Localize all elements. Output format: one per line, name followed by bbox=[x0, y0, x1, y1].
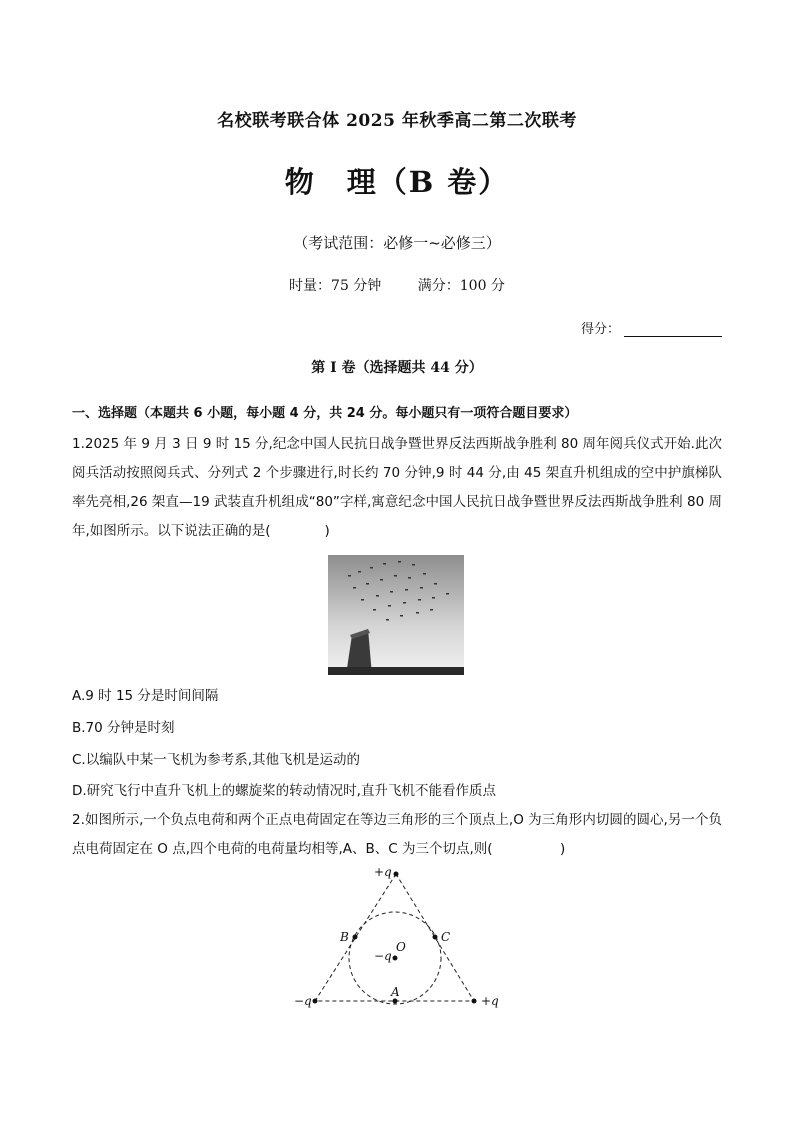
option-c: C.以编队中某一飞机为参考系,其他飞机是运动的 bbox=[72, 752, 361, 768]
label-o: O bbox=[396, 940, 406, 954]
score-blank[interactable] bbox=[624, 324, 722, 337]
exam-header: 名校联考联合体 2025 年秋季高二第二次联考 bbox=[217, 111, 577, 131]
score-label: 得分： bbox=[580, 322, 620, 337]
option-d: D.研究飞行中直升飞机上的螺旋桨的转动情况时,直升飞机不能看作质点 bbox=[72, 783, 496, 799]
option-b: B.70 分钟是时刻 bbox=[72, 720, 175, 736]
vertex-left-dot bbox=[313, 999, 318, 1004]
exam-scope: （考试范围：必修一~必修三） bbox=[293, 234, 501, 252]
full-score: 满分：100 分 bbox=[417, 278, 505, 294]
center-dot bbox=[393, 956, 398, 961]
part1-title: 第 I 卷（选择题共 44 分） bbox=[311, 360, 483, 376]
exam-title: 物 理（B 卷） bbox=[284, 165, 510, 199]
score-field bbox=[581, 318, 722, 337]
label-c: C bbox=[441, 930, 451, 944]
parade-photo bbox=[328, 555, 464, 675]
label-right-charge: +q bbox=[481, 994, 499, 1008]
tangent-b-dot bbox=[353, 935, 358, 940]
tangent-a-dot bbox=[393, 999, 398, 1004]
tangent-c-dot bbox=[433, 935, 438, 940]
label-left-charge: −q bbox=[294, 994, 312, 1008]
vertex-top-dot bbox=[394, 872, 399, 877]
section1-heading: 一、选择题（本题共 6 小题，每小题 4 分，共 24 分。每小题只有一项符合题目要求） bbox=[72, 406, 578, 421]
option-a: A.9 时 15 分是时间间隔 bbox=[72, 688, 219, 704]
question-2-text: 2.如图所示,一个负点电荷和两个正点电荷固定在等边三角形的三个顶点上,O 为三角形内切圆的圆心,另一个负点电荷固定在 O 点,四个电荷的电荷量均相等,A、B、C 为三个切点,则( ) bbox=[72, 812, 722, 857]
label-center-charge: −q bbox=[374, 949, 392, 963]
time-info bbox=[0, 275, 794, 295]
label-a: A bbox=[391, 985, 400, 999]
time-limit: 时量：75 分钟 bbox=[289, 278, 382, 294]
vertex-right-dot bbox=[472, 999, 477, 1004]
label-top-charge: +q bbox=[374, 865, 392, 879]
question-1-text: 1.2025 年 9 月 3 日 9 时 15 分,纪念中国人民抗日战争暨世界反法西斯战争胜利 80 周年阅兵仪式开始.此次阅兵活动按照阅兵式、分列式 2 个步骤进行,时长约 70 分钟,9 时 44 分,由 45 架直升机组成的空中护旗梯队率先亮相,26 架直—19 武装直升机组成“80”字样,寓意纪念中国人民抗日战争暨世界反法西斯战争胜利 80 周年,如图所示。以下说法正确的是( ) bbox=[72, 436, 722, 539]
label-b: B bbox=[340, 930, 349, 944]
charge-triangle-diagram bbox=[290, 862, 510, 1012]
